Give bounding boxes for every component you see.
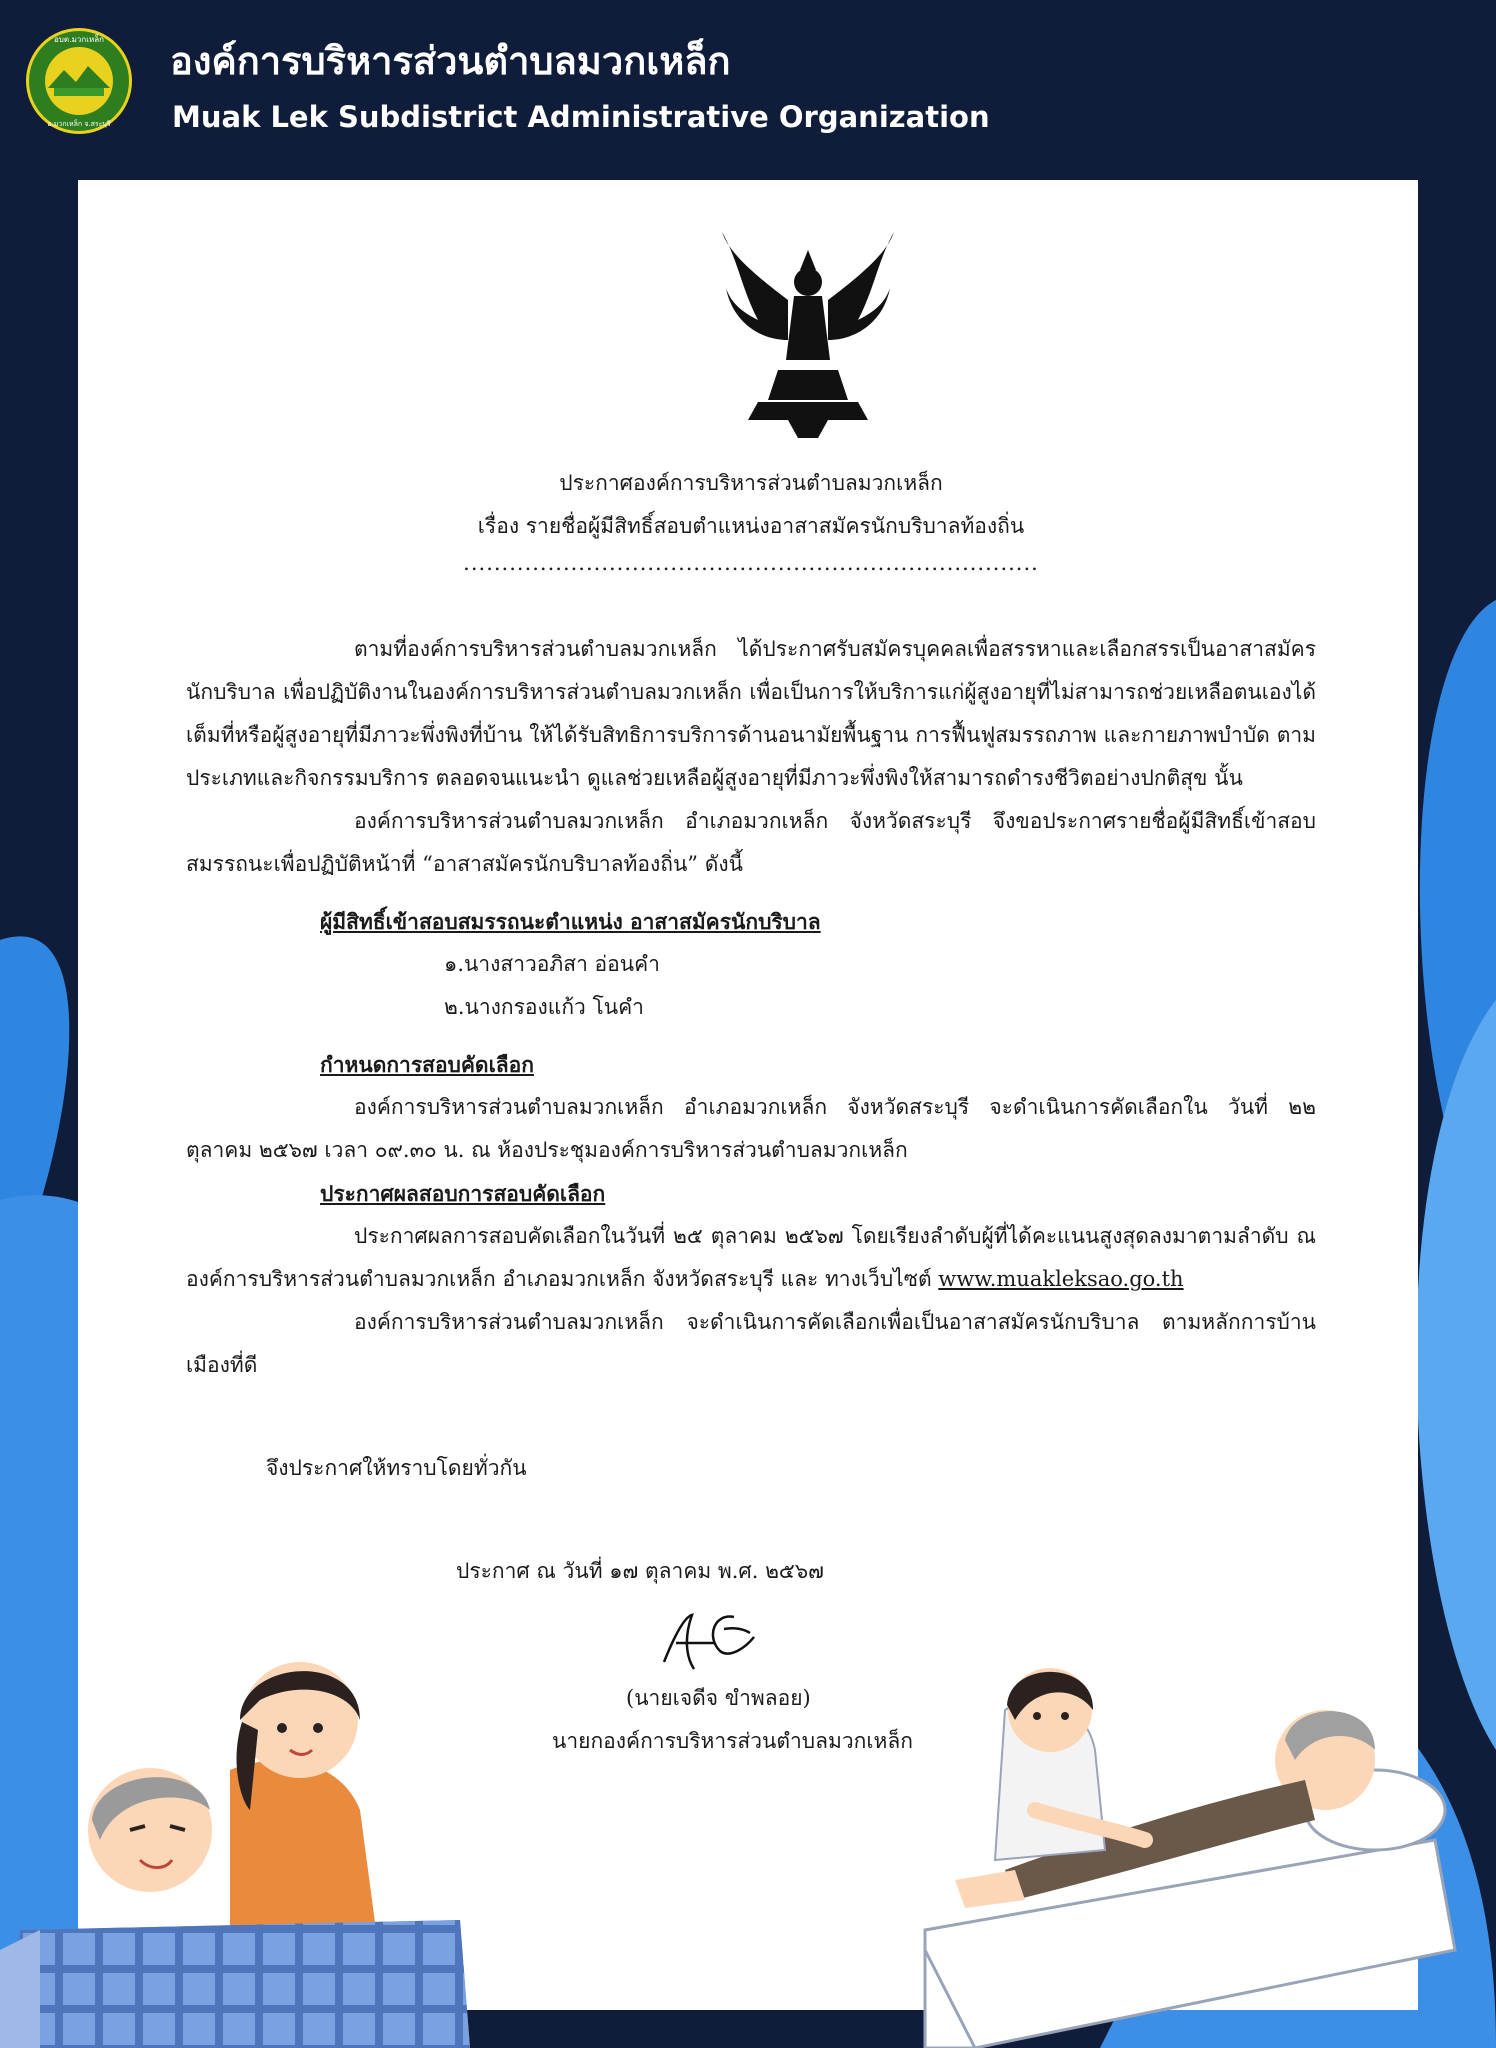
caregiver-illustration-left: [0, 1630, 480, 2048]
caregiver-illustration-right: [915, 1650, 1496, 2048]
header-bar: [0, 0, 1496, 180]
intro-paragraph: ตามที่องค์การบริหารส่วนตำบลมวกเหล็ก ได้ประกาศรับสมัครบุคคลเพื่อสรรหาและเลือกสรรเป็นอาสาสมัครนักบริบาล เพื่อปฏิบัติงานในองค์การบริหารส่วนตำบลมวกเหล็ก เพื่อเป็นการให้บริการแก่ผู้สูงอายุที่ไม่สามารถช่วยเหลือตนเองได้เต็มที่หรือผู้สูงอายุที่มีภาวะพึ่งพิงที่บ้าน ให้ได้รับสิทธิการบริการด้านอนามัยพื้นฐาน การฟื้นฟูสมรรถภาพ และกายภาพบำบัด ตามประเภทและกิจกรรมบริการ ตลอดจนแนะนำ ดูแลช่วยเหลือผู้สูงอายุที่มีภาวะพึ่งพิงให้สามารถดำรงชีวิตอย่างปกติสุข นั้น: [186, 637, 1316, 790]
org-name-english: Muak Lek Subdistrict Administrative Organization: [172, 100, 990, 134]
svg-text:อ.มวกเหล็ก จ.สระบุรี: อ.มวกเหล็ก จ.สระบุรี: [47, 120, 111, 128]
org-logo-icon: [24, 26, 134, 136]
title-separator: ...........................................................................: [463, 551, 1039, 575]
org-name-thai: องค์การบริหารส่วนตำบลมวกเหล็ก: [170, 39, 731, 83]
announcement-date: ประกาศ ณ วันที่ ๑๗ ตุลาคม พ.ศ. ๒๕๖๗: [456, 1559, 824, 1583]
governance-text: องค์การบริหารส่วนตำบลมวกเหล็ก จะดำเนินการคัดเลือกเพื่อเป็นอาสาสมัครนักบริบาล ตามหลักการบ้านเมืองที่ดี: [186, 1310, 1316, 1377]
candidate-item: ๑.นางสาวอภิสา อ่อนคำ: [444, 952, 660, 976]
svg-text:อบต.มวกเหล็ก: อบต.มวกเหล็ก: [54, 35, 104, 44]
signer-name: (นายเจดีจ ขำพลอย): [626, 1686, 811, 1710]
announcement-title: ประกาศองค์การบริหารส่วนตำบลมวกเหล็ก: [559, 471, 943, 495]
result-text: [186, 1215, 1316, 1301]
closing-statement: จึงประกาศให้ทราบโดยทั่วกัน: [266, 1456, 527, 1480]
eligible-heading: ผู้มีสิทธิ์เข้าสอบสมรรถนะตำแหน่ง อาสาสมัครนักบริบาล: [320, 909, 821, 934]
announcement-body: [186, 462, 1316, 1763]
website-link[interactable]: www.muakleksao.go.th: [938, 1267, 1184, 1291]
candidate-item: ๒.นางกรองแก้ว โนคำ: [444, 995, 644, 1019]
signer-position: นายกองค์การบริหารส่วนตำบลมวกเหล็ก: [552, 1729, 913, 1753]
announcement-subject: เรื่อง รายชื่อผู้มีสิทธิ์สอบตำแหน่งอาสาสมัครนักบริบาลท้องถิ่น: [477, 514, 1025, 538]
result-text-body: ประกาศผลการสอบคัดเลือกในวันที่ ๒๕ ตุลาคม ๒๕๖๗ โดยเรียงลำดับผู้ที่ได้คะแนนสูงสุดลงมาตามลำดับ ณ องค์การบริหารส่วนตำบลมวกเหล็ก อำเภอมวกเหล็ก จังหวัดสระบุรี และ ทางเว็บไซต์: [186, 1224, 1316, 1291]
signature-mark: [654, 1607, 764, 1677]
schedule-text: องค์การบริหารส่วนตำบลมวกเหล็ก อำเภอมวกเหล็ก จังหวัดสระบุรี จะดำเนินการคัดเลือกใน วันที่ ๒๒ ตุลาคม ๒๕๖๗ เวลา ๐๙.๓๐ น. ณ ห้องประชุมองค์การบริหารส่วนตำบลมวกเหล็ก: [186, 1095, 1316, 1162]
schedule-heading: กำหนดการสอบคัดเลือก: [320, 1052, 534, 1077]
garuda-emblem-icon: [718, 230, 898, 440]
intro-paragraph: องค์การบริหารส่วนตำบลมวกเหล็ก อำเภอมวกเหล็ก จังหวัดสระบุรี จึงขอประกาศรายชื่อผู้มีสิทธิ์เข้าสอบสมรรถนะเพื่อปฏิบัติหน้าที่ “อาสาสมัครนักบริบาลท้องถิ่น” ดังนี้: [186, 809, 1316, 876]
result-heading: ประกาศผลสอบการสอบคัดเลือก: [320, 1181, 606, 1206]
